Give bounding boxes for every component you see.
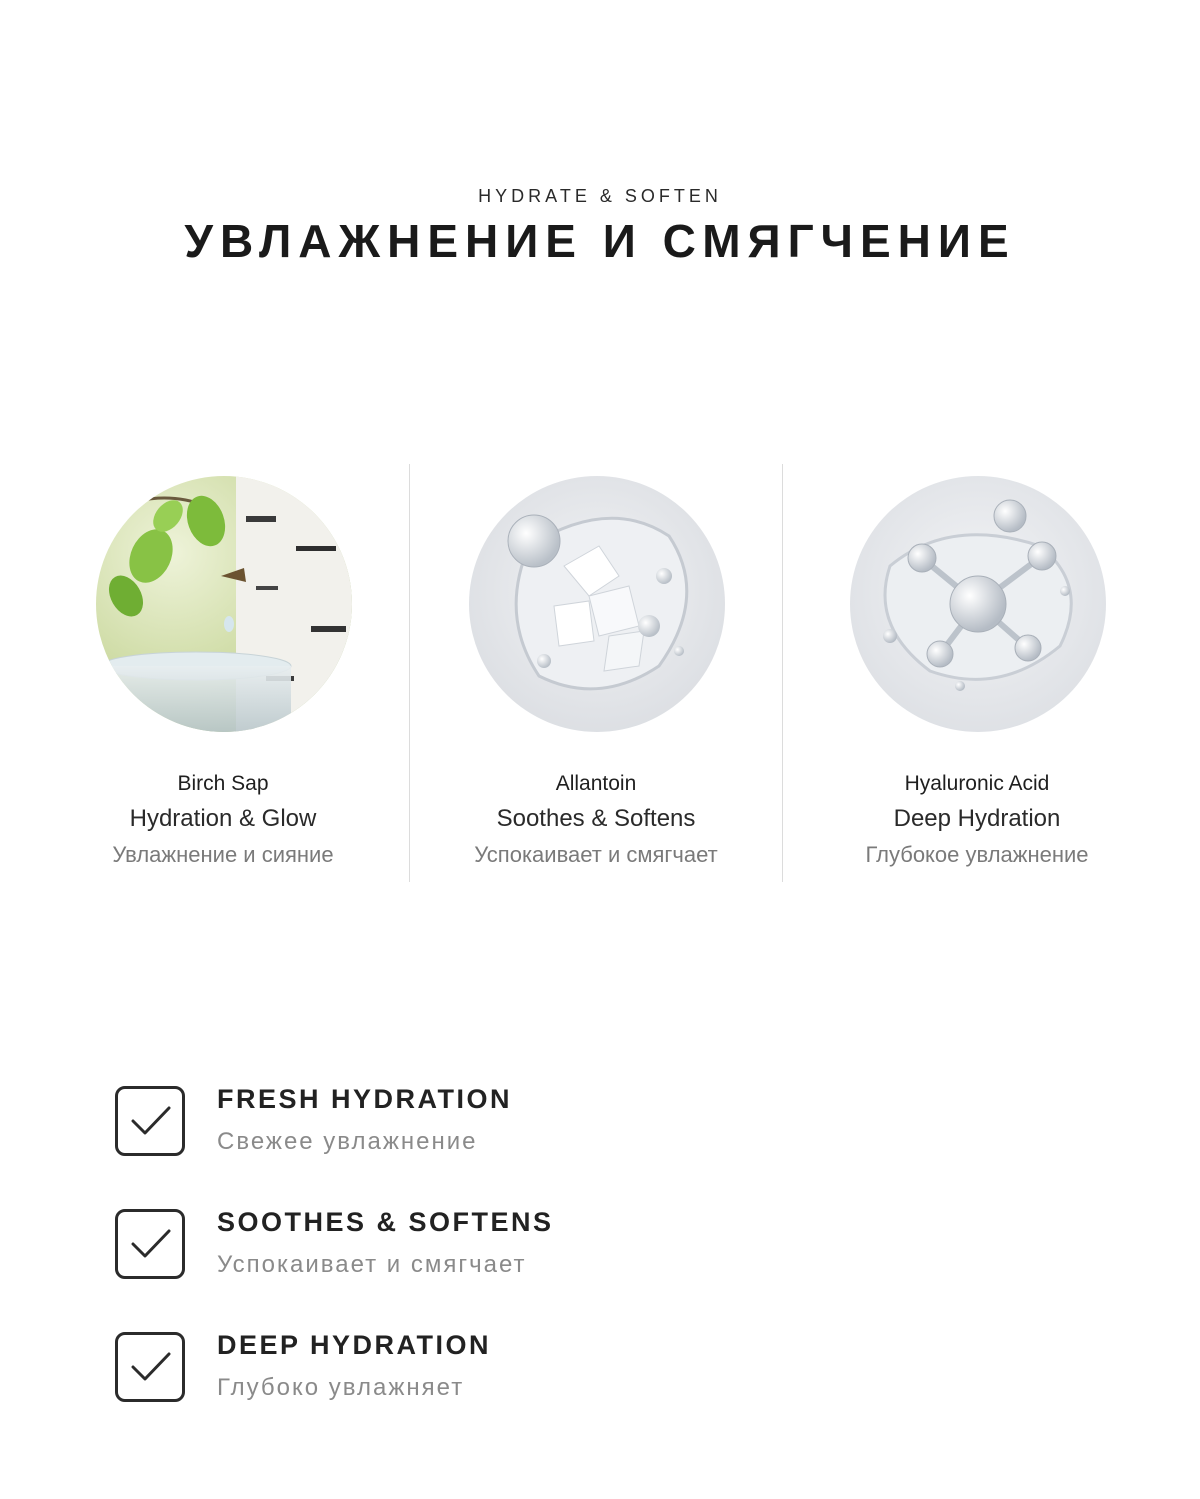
allantoin-image — [469, 476, 725, 732]
benefit-item — [115, 1328, 815, 1451]
column-divider — [782, 464, 783, 882]
ingredient-name: Allantoin — [555, 772, 637, 795]
ingredient-card-allantoin — [410, 464, 782, 882]
benefit-subtitle: Глубоко увлажняет — [217, 1374, 465, 1401]
ingredient-card-birch-sap — [37, 464, 409, 882]
crystals-icon — [469, 476, 725, 732]
benefit-title: FRESH HYDRATION — [217, 1084, 513, 1114]
ingredient-benefit-ru: Глубокое увлажнение — [865, 842, 1089, 867]
check-icon — [115, 1209, 185, 1279]
section-title: УВЛАЖНЕНИЕ И СМЯГЧЕНИЕ — [184, 215, 1016, 267]
birch-tree-icon — [96, 476, 352, 732]
check-icon — [115, 1332, 185, 1402]
hyaluronic-acid-image — [850, 476, 1106, 732]
ingredient-name: Hyaluronic Acid — [904, 772, 1050, 795]
benefit-item — [115, 1082, 815, 1205]
check-icon — [115, 1086, 185, 1156]
ingredient-benefit: Deep Hydration — [893, 805, 1061, 832]
benefit-subtitle: Успокаивает и смягчает — [217, 1251, 527, 1278]
ingredient-card-hyaluronic-acid — [791, 464, 1163, 882]
molecule-icon — [850, 476, 1106, 732]
ingredient-benefit: Hydration & Glow — [129, 805, 317, 832]
benefits-list — [115, 1082, 815, 1451]
birch-sap-image — [96, 476, 352, 732]
benefit-item — [115, 1205, 815, 1328]
benefit-subtitle: Свежее увлажнение — [217, 1128, 478, 1155]
ingredient-benefit-ru: Успокаивает и смягчает — [474, 842, 718, 867]
benefit-title: DEEP HYDRATION — [217, 1330, 492, 1360]
ingredients-row — [37, 464, 1163, 882]
ingredient-name: Birch Sap — [177, 772, 269, 795]
ingredient-benefit: Soothes & Softens — [496, 805, 696, 832]
benefit-title: SOOTHES & SOFTENS — [217, 1207, 554, 1237]
ingredient-benefit-ru: Увлажнение и сияние — [112, 842, 334, 867]
section-eyebrow: HYDRATE & SOFTEN — [478, 186, 722, 206]
